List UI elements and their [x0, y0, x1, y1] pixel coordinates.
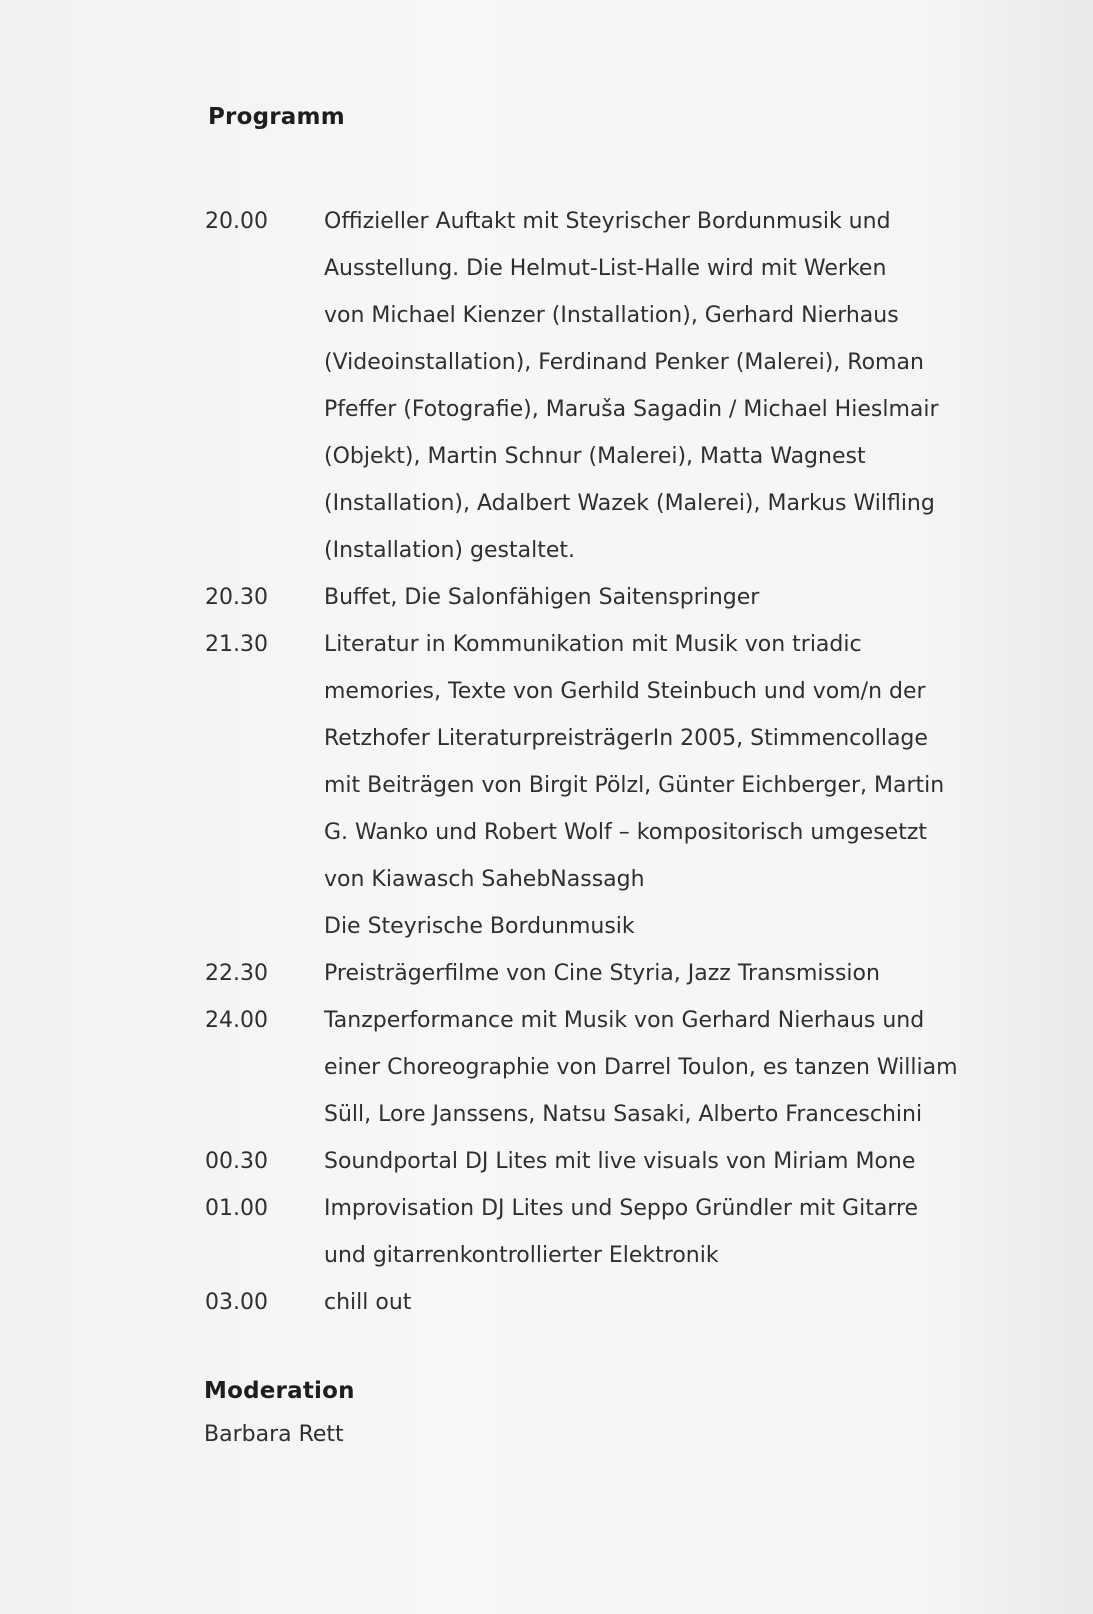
- schedule-entry: [0, 621, 1093, 950]
- schedule-entry: [0, 1138, 1093, 1185]
- description-line: Buffet, Die Salonfähigen Saitenspringer: [324, 585, 760, 610]
- description-line: (Videoinstallation), Ferdinand Penker (Malerei), Roman: [324, 350, 924, 375]
- description-line: memories, Texte von Gerhild Steinbuch und vom/n der: [324, 679, 926, 704]
- description-line: Soundportal DJ Lites mit live visuals von Miriam Mone: [324, 1149, 916, 1174]
- description-line: (Objekt), Martin Schnur (Malerei), Matta Wagnest: [324, 444, 866, 469]
- description-line: G. Wanko und Robert Wolf – kompositorisch umgesetzt: [324, 820, 928, 845]
- description-line: Süll, Lore Janssens, Natsu Sasaki, Alberto Franceschini: [324, 1102, 923, 1127]
- description-line: von Kiawasch SahebNassagh: [324, 867, 645, 892]
- entry-description: [324, 574, 944, 621]
- entry-time: 22.30: [205, 961, 268, 986]
- description-line: Preisträgerfilme von Cine Styria, Jazz Transmission: [324, 961, 880, 986]
- entry-time: 03.00: [205, 1290, 268, 1315]
- moderator-name: Barbara Rett: [204, 1422, 344, 1447]
- description-line: Ausstellung. Die Helmut-List-Halle wird mit Werken: [324, 256, 887, 281]
- description-line: Die Steyrische Bordunmusik: [324, 914, 635, 939]
- moderation-heading: Moderation: [204, 1378, 355, 1404]
- description-line: Improvisation DJ Lites und Seppo Gründler mit Gitarre: [324, 1196, 919, 1221]
- entry-time: 20.30: [205, 585, 268, 610]
- schedule-entry: [0, 198, 1093, 574]
- entry-time: 01.00: [205, 1196, 268, 1221]
- schedule-entry: [0, 1279, 1093, 1326]
- description-line: (Installation) gestaltet.: [324, 538, 575, 563]
- entry-time: 00.30: [205, 1149, 268, 1174]
- entry-time: 20.00: [205, 209, 268, 234]
- entry-description: [324, 1279, 944, 1326]
- entry-description: [324, 997, 958, 1138]
- description-line: Tanzperformance mit Musik von Gerhard Nierhaus und: [324, 1008, 925, 1033]
- schedule-entry: [0, 997, 1093, 1138]
- program-schedule: [0, 198, 1093, 1326]
- description-line: Pfeffer (Fotografie), Maruša Sagadin / Michael Hieslmair: [324, 397, 939, 422]
- schedule-entry: [0, 950, 1093, 997]
- description-line: (Installation), Adalbert Wazek (Malerei), Markus Wilfling: [324, 491, 935, 516]
- description-line: mit Beiträgen von Birgit Pölzl, Günter Eichberger, Martin: [324, 773, 945, 798]
- program-heading: Programm: [208, 104, 345, 130]
- entry-time: 24.00: [205, 1008, 268, 1033]
- schedule-entry: [0, 574, 1093, 621]
- description-line: Retzhofer LiteraturpreisträgerIn 2005, Stimmencollage: [324, 726, 928, 751]
- description-line: Literatur in Kommunikation mit Musik von triadic: [324, 632, 862, 657]
- entry-description: [324, 1138, 944, 1185]
- entry-description: [324, 1185, 944, 1279]
- description-line: Offizieller Auftakt mit Steyrischer Bordunmusik und: [324, 209, 891, 234]
- schedule-entry: [0, 1185, 1093, 1279]
- description-line: von Michael Kienzer (Installation), Gerhard Nierhaus: [324, 303, 899, 328]
- description-line: einer Choreographie von Darrel Toulon, es tanzen William: [324, 1055, 958, 1080]
- entry-time: 21.30: [205, 632, 268, 657]
- entry-description: [324, 198, 944, 574]
- description-line: chill out: [324, 1290, 412, 1315]
- description-line: und gitarrenkontrollierter Elektronik: [324, 1243, 719, 1268]
- entry-description: [324, 621, 944, 950]
- entry-description: [324, 950, 944, 997]
